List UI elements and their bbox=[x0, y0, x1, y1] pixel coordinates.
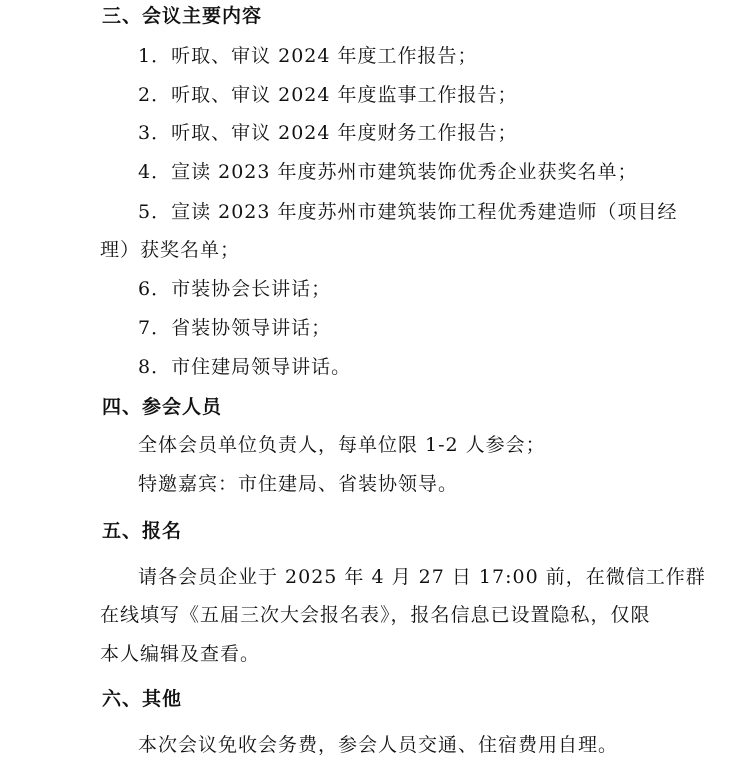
section-heading-registration: 五、报名 bbox=[102, 520, 183, 542]
agenda-item-4: 4．宣读 2023 年度苏州市建筑装饰优秀企业获奖名单； bbox=[138, 161, 638, 183]
agenda-item-1: 1．听取、审议 2024 年度工作报告； bbox=[138, 45, 478, 67]
agenda-item-5: 5．宣读 2023 年度苏州市建筑装饰工程优秀建造师（项目经 bbox=[138, 201, 678, 223]
agenda-item-7: 7．省装协领导讲话； bbox=[138, 317, 332, 339]
agenda-item-5-continued: 理）获奖名单； bbox=[100, 239, 241, 261]
agenda-item-2: 2．听取、审议 2024 年度监事工作报告； bbox=[138, 84, 518, 106]
attendees-line-2: 特邀嘉宾：市住建局、省装协领导。 bbox=[138, 473, 459, 495]
agenda-item-6: 6．市装协会长讲话； bbox=[138, 278, 332, 300]
section-heading-agenda: 三、会议主要内容 bbox=[102, 5, 263, 27]
registration-line-3: 本人编辑及查看。 bbox=[100, 643, 261, 665]
section-heading-other: 六、其他 bbox=[102, 688, 183, 710]
attendees-line-1: 全体会员单位负责人，每单位限 1-2 人参会； bbox=[138, 434, 546, 456]
registration-line-2: 在线填写《五届三次大会报名表》，报名信息已设置隐私，仅限 bbox=[100, 604, 651, 626]
registration-line-1: 请各会员企业于 2025 年 4 月 27 日 17:00 前，在微信工作群 bbox=[138, 566, 706, 588]
section-heading-attendees: 四、参会人员 bbox=[102, 396, 223, 418]
other-line-1: 本次会议免收会务费，参会人员交通、住宿费用自理。 bbox=[138, 734, 619, 756]
agenda-item-8: 8．市住建局领导讲话。 bbox=[138, 356, 352, 378]
agenda-item-3: 3．听取、审议 2024 年度财务工作报告； bbox=[138, 122, 518, 144]
